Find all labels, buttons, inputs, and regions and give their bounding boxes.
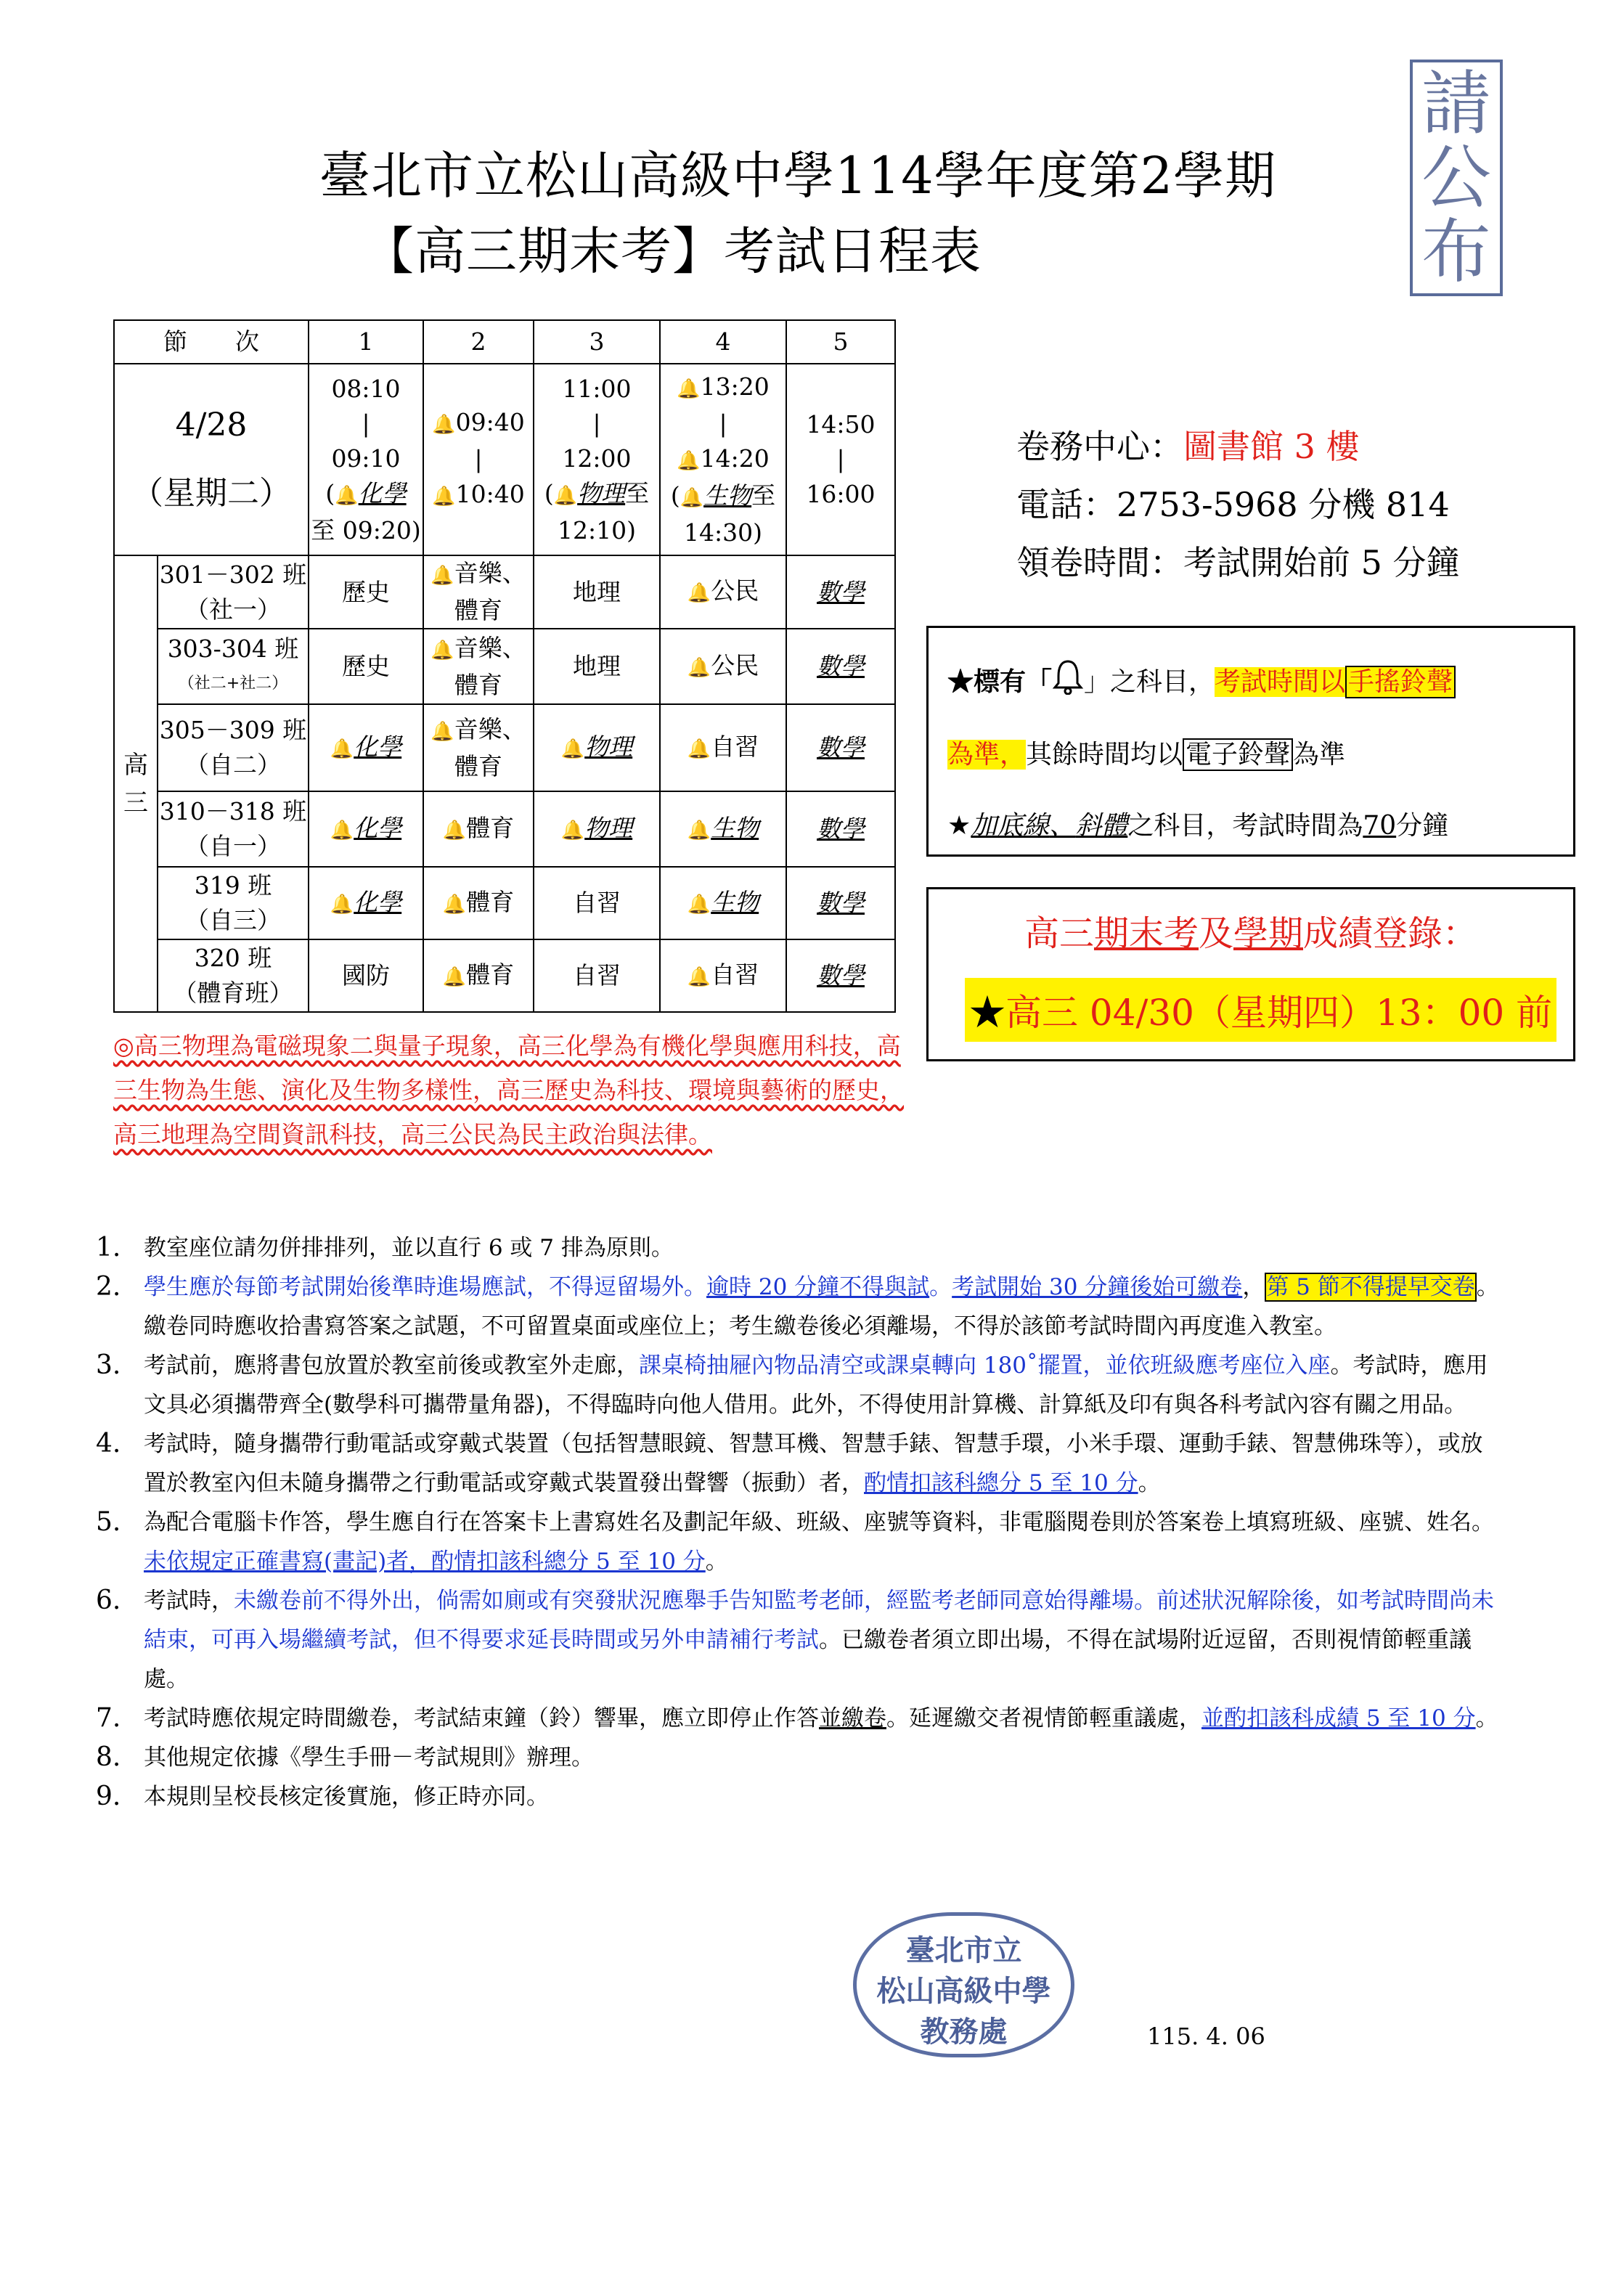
bell-icon: 🔔 [553,484,578,507]
bell-icon: 🔔 [442,966,467,988]
class-name: 305－309 班 [159,716,307,744]
list-item [96,1699,1504,1738]
subject-cell [660,867,786,939]
subject-text: 化學 [354,732,402,761]
subject-cell: 數學 [786,555,895,629]
subject-text: 體育 [466,960,515,989]
class-name: 319 班 [194,871,272,899]
star-icon: ★ [969,992,1005,1034]
grade-entry-deadline [965,978,1556,1042]
rule-text: 並繳卷 [819,1705,886,1731]
rule-number: 9. [96,1782,121,1811]
time-sep: | [362,409,370,438]
list-item [96,1738,1504,1777]
table-row [114,939,895,1012]
table-header-row [114,320,895,364]
subject-cell [423,629,534,704]
subject-cell: 歷史 [309,555,423,629]
bell-icon: 🔔 [677,449,701,472]
subject-text: 化學 [354,887,402,916]
subject-cell [660,629,786,704]
note-subject: 生物 [703,481,752,510]
legend-box [926,626,1575,857]
rule-text: 未繳卷前不得外出，倘需如廁或有突發狀況應舉手告知監考老師，經監考老師同意始得離場。前述狀況解除後，如考試時間尚未結束，可再入場繼續考試，但不得要求延長時間或另外申請補行考試 [144,1588,1494,1653]
bell-icon: 🔔 [687,582,711,604]
subject-scope-note: ◎高三物理為電磁現象二與量子現象，高三化學為有機化學與應用科技，高三生物為生態、演化及生物多樣性，高三歷史為科技、環境與藝術的歷史，高三地理為空間資訊科技，高三公民為民主政治與法律。 [113,1032,904,1148]
period-number: 4 [660,320,786,364]
grade-label [114,555,158,1012]
class-track: （自二） [185,751,281,779]
list-item [96,1346,1504,1424]
time-sep: | [719,409,727,438]
rule-number: 2. [96,1272,121,1302]
legend-text: 分鐘 [1396,811,1449,841]
subject-cell [309,704,423,791]
bell-icon: 🔔 [687,656,711,679]
star-icon: ★ [947,811,971,841]
list-item [96,1581,1504,1699]
rule-text: 。 [1138,1470,1161,1496]
grade-entry-title [929,905,1573,955]
bell-icon: 🔔 [677,378,701,400]
bell-icon: 🔔 [442,819,467,841]
subject-cell [534,791,660,867]
period-header-label: 節 次 [114,320,309,364]
grade-entry-text: 及 [1198,913,1233,954]
subject-cell: 自習 [534,939,660,1012]
rule-number: 8. [96,1742,121,1772]
period-number: 1 [309,320,423,364]
bell-icon: 🔔 [442,893,467,915]
bell-icon: 🔔 [431,720,454,743]
rule-text: 繳卷同時應收拾書寫答案之試題，不可留置桌面或座位上；考生繳卷後必須離場，不得於該節考試時間內再度進入教室。 [144,1313,1337,1339]
time-cell-5 [786,364,895,555]
subject-cell [423,939,534,1012]
table-row [114,704,895,791]
class-track: （體育班） [173,979,293,1007]
subject-cell: 自習 [534,867,660,939]
legend-text: 之科目，考試時間為 [1127,811,1363,841]
legend-highlight: 考試時間以 [1215,667,1346,697]
rule-text: 本規則呈校長核定後實施，修正時亦同。 [144,1784,549,1810]
table-row [114,629,895,704]
subject-cell: 歷史 [309,629,423,704]
rule-number: 1. [96,1233,121,1262]
rule-text: 並酌扣該科成績 5 至 10 分 [1201,1705,1476,1731]
list-item [96,1228,1504,1268]
time-sep: | [836,445,845,473]
exam-weekday: （星期二） [131,475,291,512]
subject-cell: 地理 [534,629,660,704]
legend-text: 」之科目， [1084,667,1215,697]
time-cell-3 [534,364,660,555]
class-cell [158,555,309,629]
rule-text: 逾時 20 分鐘不得與試 [706,1274,930,1300]
subject-cell [423,791,534,867]
stamp-char: 布 [1421,211,1491,293]
time-start-wrap [661,370,786,407]
rule-text: 學生應於每節考試開始後準時進場應試，不得逗留場外。 [144,1274,706,1300]
exam-rules-list [96,1228,1504,1816]
note-close: 至14:30) [684,481,776,547]
time-start: 09:40 [455,408,525,436]
class-track: （自三） [185,906,281,934]
subject-cell: 國防 [309,939,423,1012]
note-subject: 物理 [577,478,626,507]
rule-text: 酌情扣該科總分 5 至 10 分 [864,1470,1138,1496]
bell-icon: 🔔 [687,893,711,915]
legend-prefix: ★標有「 [947,666,1053,697]
class-name: 301－302 班 [159,560,307,589]
subject-text: 體育 [466,813,515,842]
period-number: 3 [534,320,660,364]
bell-icon: 🔔 [431,639,454,661]
subject-text: 物理 [584,732,633,761]
list-item [96,1424,1504,1503]
class-cell [158,791,309,867]
time-end: 14:20 [700,444,770,473]
class-name: 303-304 班 [167,635,299,663]
note-open: ( [670,481,680,510]
class-track: （社二+社二） [178,674,288,693]
exam-center-info [1016,417,1460,592]
legend-sep: 、 [1049,811,1076,841]
rule-text: 。考試時，應用文具必須攜帶齊全(數學科可攜帶量角器)，不得臨時向他人借用。此外，不得使用計算機、計算紙及印有與各科考試內容有關之用品。 [144,1352,1488,1418]
time-cell-1 [309,364,423,555]
subject-cell: 數學 [786,629,895,704]
list-item [96,1503,1504,1581]
subject-cell [423,704,534,791]
subject-text: 自習 [711,960,759,989]
note-open: ( [325,478,335,507]
center-value: 圖書館 3 樓 [1183,427,1360,466]
rule-number: 3. [96,1350,121,1380]
rule-number: 4. [96,1429,121,1458]
rule-text: 。 [1476,1274,1499,1300]
rule-text: 考試時， [144,1588,234,1614]
grade-entry-text: 高三 [1024,913,1094,954]
rule-text: 為配合電腦卡作答，學生應自行在答案卡上書寫姓名及劃記年級、班級、座號等資料，非電腦閱卷則於答案卷上填寫班級、座號、姓名。 [144,1509,1494,1535]
subject-cell [660,704,786,791]
list-item [96,1777,1504,1816]
legend-boxed: 電子鈴聲 [1183,738,1293,771]
subject-cell: 數學 [786,704,895,791]
rule-text: 。 [929,1274,952,1300]
time-end: 09:10 [331,444,401,473]
rule-number: 5. [96,1507,121,1537]
subject-text: 音樂、體育 [454,714,526,780]
legend-line-1 [947,658,1456,698]
center-line [1016,417,1460,476]
subject-text: 公民 [711,576,759,605]
time-end: 12:00 [562,444,632,473]
time-start: 11:00 [562,374,632,403]
legend-highlight: 為準， [947,740,1027,770]
stamp-char: 請 [1421,63,1491,144]
rule-number: 7. [96,1703,121,1733]
time-start: 14:50 [806,410,876,438]
subject-cell [309,791,423,867]
subject-text: 化學 [354,813,402,842]
rule-text: 。 [705,1549,728,1575]
time-note [309,476,423,513]
bell-icon: 🔔 [560,738,585,760]
subject-cell [423,867,534,939]
note-close: 至12:10) [558,478,650,544]
legend-line-3 [947,805,1448,842]
note-open: ( [544,478,554,507]
legend-underline: 加底線 [971,811,1050,841]
deadline-text: 高三 04/30（星期四）13：00 前 [1005,992,1553,1034]
grade-entry-text: 學期 [1233,913,1304,954]
class-cell [158,867,309,939]
subject-cell: 地理 [534,555,660,629]
time-cell-2 [423,364,534,555]
subject-cell [309,867,423,939]
bell-icon: 🔔 [431,565,454,587]
legend-italic: 斜體 [1075,811,1128,841]
class-name: 320 班 [194,944,272,972]
seal-line: 教務處 [920,2015,1008,2049]
exam-date-cell [114,364,309,555]
class-track: （自一） [185,832,281,860]
subject-cell [660,939,786,1012]
school-seal [853,1912,1074,2057]
legend-highlight-boxed: 手搖鈴聲 [1345,666,1456,698]
rule-text: 考試前，應將書包放置於教室前後或教室外走廊， [144,1352,639,1379]
subject-cell: 數學 [786,867,895,939]
time-start: 13:20 [700,372,770,401]
page-subtitle: 【高三期末考】考試日程表 [363,221,982,281]
bell-icon [1052,658,1084,695]
list-item [96,1268,1504,1346]
publish-stamp [1410,60,1503,296]
phone-line: 電話：2753-5968 分機 814 [1016,485,1450,524]
bell-icon: 🔔 [687,738,711,760]
bell-icon: 🔔 [687,819,711,841]
rule-text: 考試時應依規定時間繳卷，考試結束鐘（鈴）響畢，應立即停止作答 [144,1705,819,1731]
seal-line: 松山高級中學 [876,1974,1051,2008]
subject-cell: 數學 [786,939,895,1012]
grade-entry-text: 期末考 [1093,913,1199,954]
rule-text: 。已繳卷者須立即出場，不得在試場附近逗留，否則視情節輕重議處。 [144,1627,1472,1692]
rule-text: 。 [1475,1705,1498,1731]
table-row [114,791,895,867]
subject-text: 音樂、體育 [454,633,526,699]
subject-text: 體育 [466,887,515,916]
time-note [661,478,786,550]
bell-icon: 🔔 [330,738,354,760]
rule-text: ， [1242,1274,1265,1300]
bell-icon: 🔔 [680,486,704,509]
time-note [534,476,659,548]
subject-cell [660,555,786,629]
period-number: 2 [423,320,534,364]
time-start-wrap [424,405,533,442]
bell-icon: 🔔 [330,819,354,841]
subject-text: 自習 [711,732,759,761]
bell-icon: 🔔 [432,414,456,436]
time-end-wrap [661,441,786,478]
time-end: 16:00 [806,480,876,508]
rule-text: 。延遲繳交者視情節輕重議處， [886,1705,1201,1731]
legend-text: 其餘時間均以 [1026,740,1183,770]
time-cell-4 [660,364,786,555]
subject-cell [660,791,786,867]
time-sep: | [592,409,601,438]
class-cell [158,939,309,1012]
table-row [114,555,895,629]
center-label: 卷務中心： [1016,427,1183,466]
subject-text: 生物 [711,887,759,916]
rule-text: 考試時，隨身攜帶行動電話或穿戴式裝置（包括智慧眼鏡、智慧耳機、智慧手錶、智慧手環，小米手環、運動手錶、智慧佛珠等），或放置於教室內但未隨身攜帶之行動電話或穿戴式裝置發出聲響（振動）者， [144,1431,1483,1496]
issue-date: 115. 4. 06 [1147,2023,1265,2050]
time-row [114,364,895,555]
subject-cell [534,704,660,791]
subject-cell: 數學 [786,791,895,867]
bell-icon: 🔔 [335,484,359,507]
stamp-char: 公 [1421,137,1491,219]
note-subject: 化學 [358,478,407,507]
table-row [114,867,895,939]
subject-text: 音樂、體育 [454,559,526,624]
class-track: （社一） [185,595,281,624]
seal-line: 臺北市立 [905,1933,1022,1967]
subject-text: 公民 [711,650,759,680]
time-sep: | [474,445,483,473]
legend-text: 為準 [1293,740,1346,770]
page-title: 臺北市立松山高級中學114學年度第2學期 [319,146,1277,205]
rule-text: 其他規定依據《學生手冊－考試規則》辦理。 [144,1745,594,1771]
bell-icon: 🔔 [330,893,354,915]
rule-number: 6. [96,1586,121,1615]
time-end-wrap [424,477,533,514]
class-name: 310－318 班 [159,797,307,825]
time-end: 10:40 [455,480,525,508]
legend-line-2 [947,734,1345,771]
bell-icon: 🔔 [687,966,711,988]
rule-text: 課桌椅抽屜內物品清空或課桌轉向 180˚擺置，並依班級應考座位入座 [639,1352,1331,1379]
pickup-line: 領卷時間：考試開始前 5 分鐘 [1016,543,1460,582]
subject-cell [423,555,534,629]
class-cell [158,704,309,791]
grade-entry-box [926,887,1575,1061]
period-number: 5 [786,320,895,364]
legend-minutes: 70 [1363,811,1397,841]
note-close: 至 09:20) [311,515,421,544]
bell-icon: 🔔 [560,819,585,841]
bell-icon: 🔔 [432,486,456,507]
grade-label-text: 高三 [123,750,148,817]
class-cell [158,629,309,704]
rule-text: 教室座位請勿併排排列，並以直行 6 或 7 排為原則。 [144,1235,674,1261]
subject-text: 生物 [711,813,759,842]
rule-text: 第 5 節不得提早交卷 [1266,1274,1475,1300]
rule-text: 未依規定正確書寫(畫記)者，酌情扣該科總分 5 至 10 分 [144,1549,706,1575]
time-start: 08:10 [331,374,401,403]
exam-date: 4/28 [175,407,248,444]
exam-schedule-table [113,319,896,1013]
subject-text: 物理 [584,813,633,842]
grade-entry-text: 成績登錄： [1303,913,1478,954]
rule-text: 考試開始 30 分鐘後始可繳卷 [952,1274,1243,1300]
